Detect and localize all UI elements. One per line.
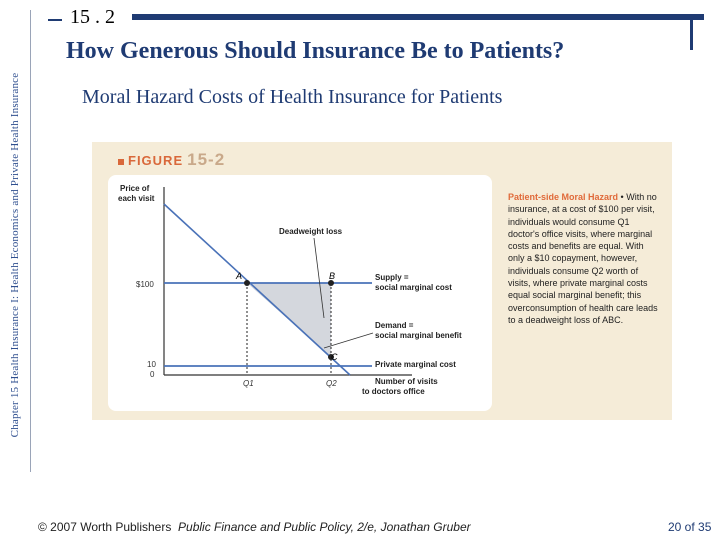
footer-credit-title: Public Finance and Public Policy, 2/e, Jonathan Gruber — [178, 520, 471, 534]
y-axis-title-text: Price of — [120, 184, 150, 193]
footer-credit — [38, 520, 471, 534]
slide-subtitle: Moral Hazard Costs of Health Insurance for Patients — [82, 86, 503, 108]
point-c-label: C — [331, 352, 338, 362]
demand-label-line2: social marginal benefit — [375, 331, 462, 340]
footer-credit-prefix: © 2007 Worth Publishers — [38, 520, 172, 534]
point-a-marker — [244, 280, 250, 286]
deadweight-loss-label: Deadweight loss — [279, 227, 343, 236]
y-axis-title — [118, 184, 155, 203]
slide-title: How Generous Should Insurance Be to Patients? — [66, 38, 565, 64]
y-tick-100: $100 — [136, 280, 154, 289]
x-axis-title-line2: to doctors office — [362, 387, 425, 396]
x-axis-title-line1: Number of visits — [375, 377, 438, 386]
page-number: 20 of 35 — [668, 520, 712, 534]
section-number: 15 . 2 — [70, 6, 115, 28]
x-tick-q1: Q1 — [243, 379, 254, 388]
point-b-label: B — [329, 271, 336, 281]
point-a-label: A — [236, 271, 243, 281]
private-marginal-cost-label: Private marginal cost — [375, 360, 456, 369]
demand-label-line1: Demand = — [375, 321, 414, 330]
figure-label-word: FIGURE — [128, 153, 184, 168]
caption-text: • With no insurance, at a cost of $100 per visit, individuals would consume Q1 doctor's office visits, where marginal costs and benefits are equal. With only a $10 copayment, however, individuals consume Q2 worth of visits, where private marginal costs equal social marginal benefit; this overconsumption of health care leads to a deadweight loss of ABC. — [508, 192, 658, 325]
y-tick-10: 10 — [147, 360, 156, 369]
chapter-sidebar-text: Chapter 15 Health Insurance I: Health Economics and Private Health Insurance — [9, 72, 21, 438]
figure-caption — [508, 191, 658, 326]
figure-label-number: 15-2 — [187, 150, 226, 169]
x-axis-title — [362, 377, 438, 396]
caption-heading: Patient-side Moral Hazard — [508, 192, 619, 202]
x-tick-q2: Q2 — [326, 379, 337, 388]
y-axis-title-line2: each visit — [118, 194, 155, 203]
supply-label-line1: Supply = — [375, 273, 409, 282]
y-tick-0: 0 — [150, 370, 155, 379]
supply-label-line2: social marginal cost — [375, 283, 452, 292]
